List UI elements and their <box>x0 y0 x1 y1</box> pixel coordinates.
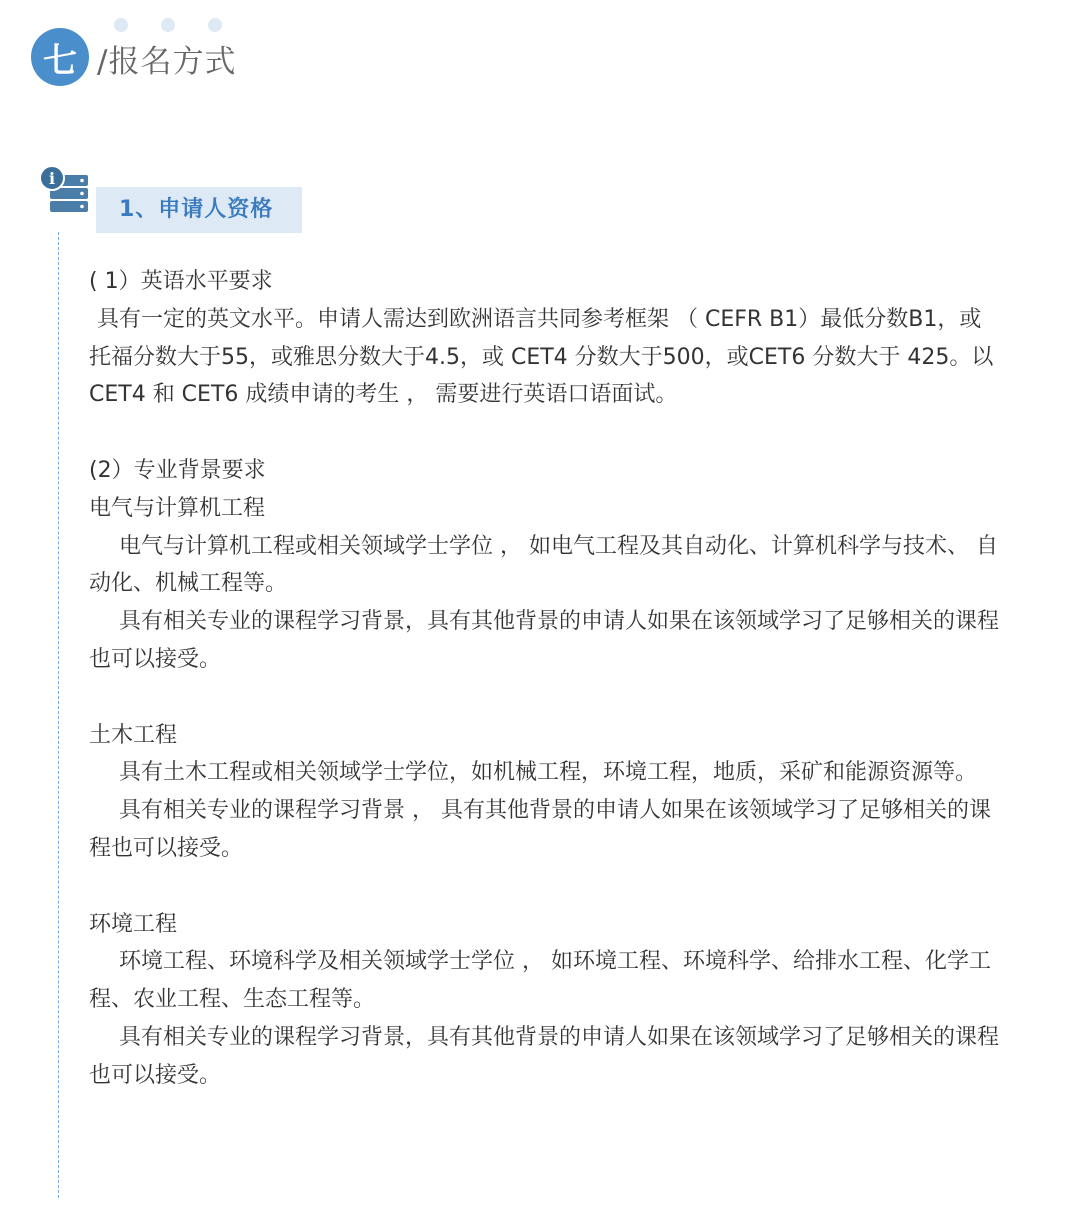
section-number-badge: 七 <box>31 28 89 86</box>
dashed-divider <box>58 232 59 1198</box>
major-degree: 电气与计算机工程或相关领域学士学位 ， 如电气工程及其自动化、计算机科学与技术、 自动化、机械工程等。 <box>89 533 998 597</box>
dot-icon <box>114 18 128 32</box>
major-degree: 环境工程、环境科学及相关领域学士学位 ， 如环境工程、环境科学、给排水工程、化学工程、农业工程、生态工程等。 <box>89 949 991 1013</box>
major-name: 环境工程 <box>89 911 178 937</box>
english-heading: ( 1）英语水平要求 <box>89 269 273 294</box>
major-name: 土木工程 <box>89 722 178 748</box>
content-body <box>89 263 1000 1095</box>
major-course: 具有相关专业的课程学习背景，具有其他背景的申请人如果在该领域学习了足够相关的课程也可以接受。 <box>89 609 1000 672</box>
major-degree: 具有土木工程或相关领域学士学位，如机械工程，环境工程，地质，采矿和能源资源等。 <box>119 760 978 786</box>
svg-text:i: i <box>48 169 56 188</box>
info-server-icon <box>38 163 94 219</box>
section-title: /报名方式 <box>97 44 237 80</box>
major-heading: (2）专业背景要求 <box>89 457 266 483</box>
major-name: 电气与计算机工程 <box>89 495 266 521</box>
major-course: 具有相关专业的课程学习背景，具有其他背景的申请人如果在该领域学习了足够相关的课程也可以接受。 <box>89 1024 1000 1088</box>
dot-icon <box>208 18 222 32</box>
english-text: 具有一定的英文水平。申请人需达到欧洲语言共同参考框架 （ CEFR B1）最低分数B1，或托福分数大于55，或雅思分数大于4.5，或 CET4 分数大于500，或CET6 分数大于 425。以 CET4 和 CET6 成绩申请的考生 ， 需要进行英语口语面试。 <box>89 306 994 408</box>
subsection-header: 1、申请人资格 <box>96 187 302 233</box>
major-course: 具有相关专业的课程学习背景 ， 具有其他背景的申请人如果在该领域学习了足够相关的课程也可以接受。 <box>89 798 991 861</box>
dot-icon <box>161 18 175 32</box>
